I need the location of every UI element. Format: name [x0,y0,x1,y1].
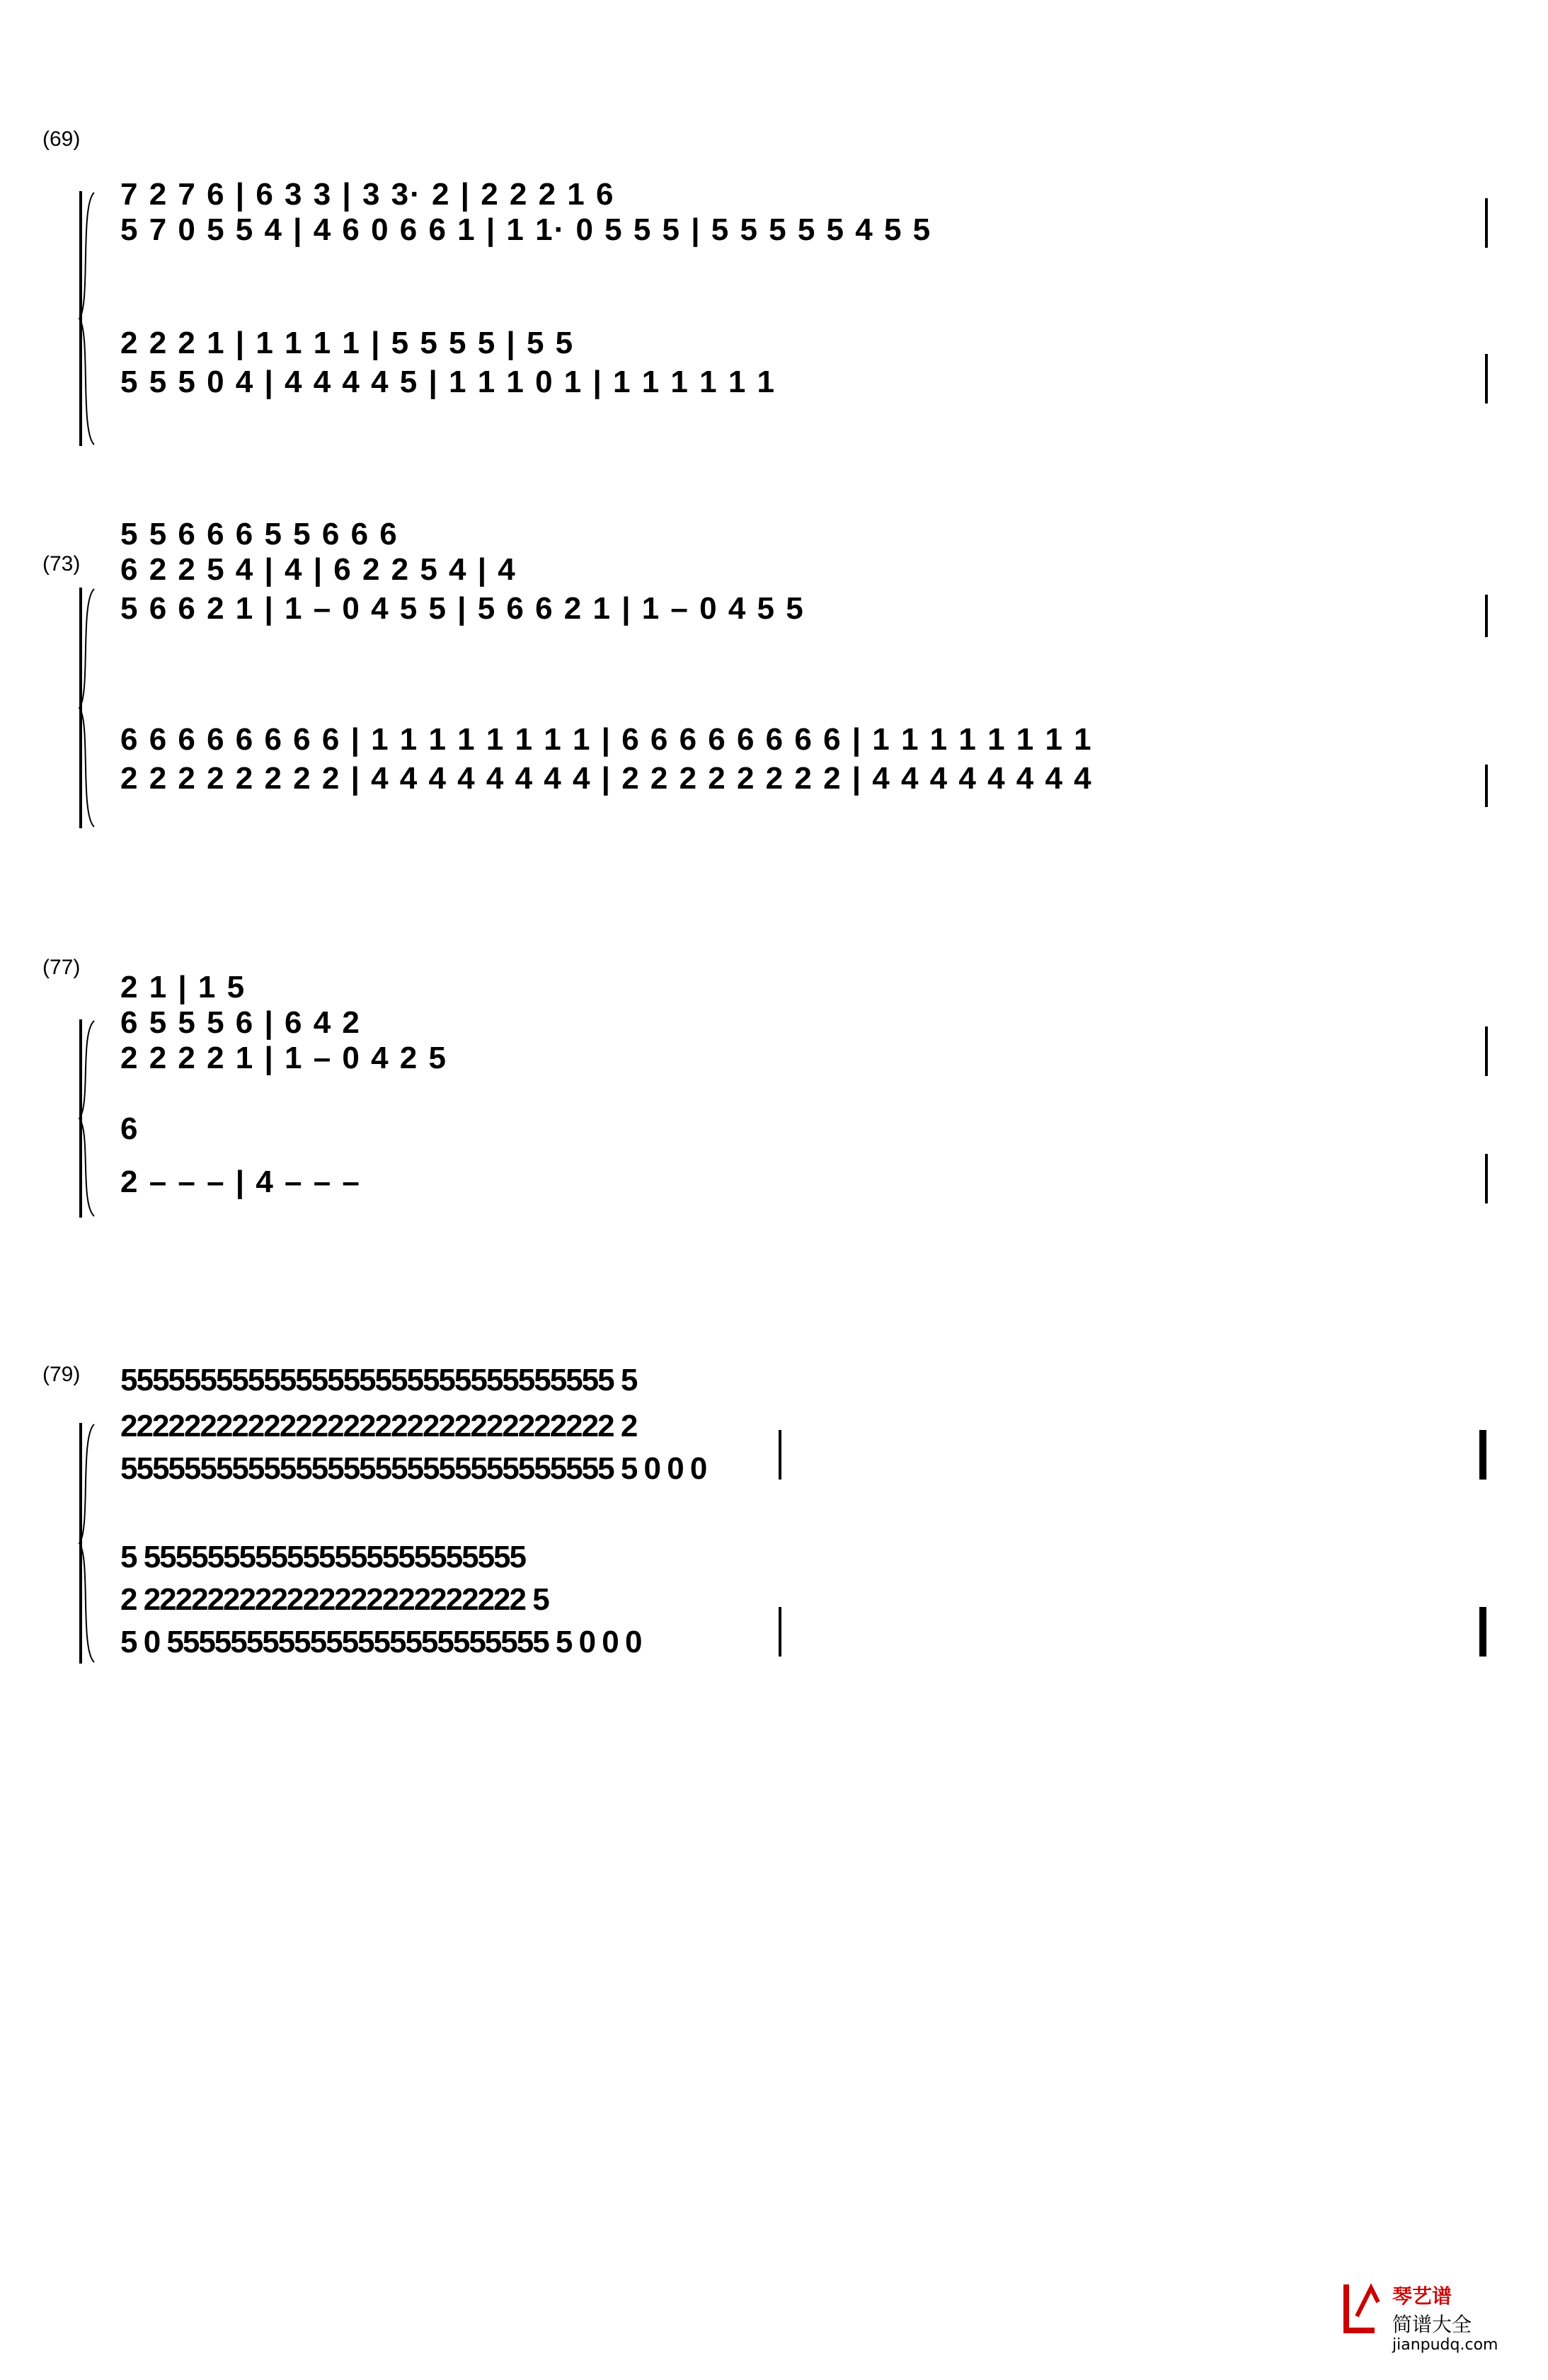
rh-top: 2 1 | 1 5 [120,970,246,1005]
barline [1485,1154,1488,1203]
rh-lower: 2 2 2 2 1 | 1 – 0 4 2 5 [120,1041,447,1075]
measure-number: (69) [42,127,81,151]
system-line [79,1423,82,1664]
lh-lower: 2 – – – | 4 – – – [120,1165,361,1199]
rh-lower: 5 7 0 5 5 4 | 4 6 0 6 6 1 | 1 1· 0 5 5 5 | 5 5 5 5 5 4 5 5 [120,212,932,247]
system-line [79,1019,82,1218]
barline [1485,1026,1488,1076]
lh-upper: 6 [120,1111,139,1146]
lh-lower: 2 2 2 2 2 2 2 2 | 4 4 4 4 4 4 4 4 | 2 2 2 2 2 2 2 2 | 4 4 4 4 4 4 4 4 [120,761,1093,796]
measure-number: (79) [42,1363,81,1386]
measure-number: (77) [42,956,81,979]
system-line [79,191,82,446]
barline [1485,765,1488,807]
rh-upper: 7 2 7 6 | 6 3 3 | 3 3· 2 | 2 2 2 1 6 [120,177,615,212]
system-73 [42,488,1501,842]
logo-url: jianpudq.com [1392,2336,1498,2354]
rh-upper: 5 5 6 6 6 5 5 6 6 6 [120,517,399,551]
barline [779,1607,781,1657]
barline [1485,198,1488,248]
barline [1485,595,1488,637]
logo-icon [1343,2281,1385,2338]
measure-number: (73) [42,552,81,576]
system-69 [42,120,1501,446]
rh-lower: 5 6 6 2 1 | 1 – 0 4 5 5 | 5 6 6 2 1 | 1 – 0 4 5 5 [120,591,805,626]
system-line [79,588,82,828]
lh-upper: 2 2 2 1 | 1 1 1 1 | 5 5 5 5 | 5 5 [120,326,575,360]
rh-mid: 2222222222222222222222222222222 2 [120,1409,637,1443]
rh-mid: 6 2 2 5 4 | 4 | 6 2 2 5 4 | 4 [120,552,517,587]
barline [779,1430,781,1480]
lh-lower: 5 5 5 0 4 | 4 4 4 4 5 | 1 1 1 0 1 | 1 1 1 1 1 1 [120,365,776,399]
final-barline [1479,1430,1486,1480]
logo-brand: 琴艺谱 [1392,2284,1452,2308]
site-logo [1343,2274,1520,2366]
barline [1485,354,1488,404]
rh-lower: 5555555555555555555555555555555 5 0 0 0 [120,1451,706,1486]
system-77 [42,913,1501,1239]
lh-upper: 6 6 6 6 6 6 6 6 | 1 1 1 1 1 1 1 1 | 6 6 6 6 6 6 6 6 | 1 1 1 1 1 1 1 1 [120,722,1093,757]
system-79 [42,1324,1501,1706]
lh-lower: 5 0 555555555555555555555555 5 0 0 0 [120,1625,641,1659]
logo-cn: 简谱大全 [1392,2313,1472,2336]
lh-mid: 2 222222222222222222222222 5 [120,1582,549,1617]
lh-upper: 5 555555555555555555555555 [120,1540,525,1574]
rh-upper: 6 5 5 5 6 | 6 4 2 [120,1005,361,1040]
rh-upper: 5555555555555555555555555555555 5 [120,1363,637,1397]
final-barline [1479,1607,1486,1657]
